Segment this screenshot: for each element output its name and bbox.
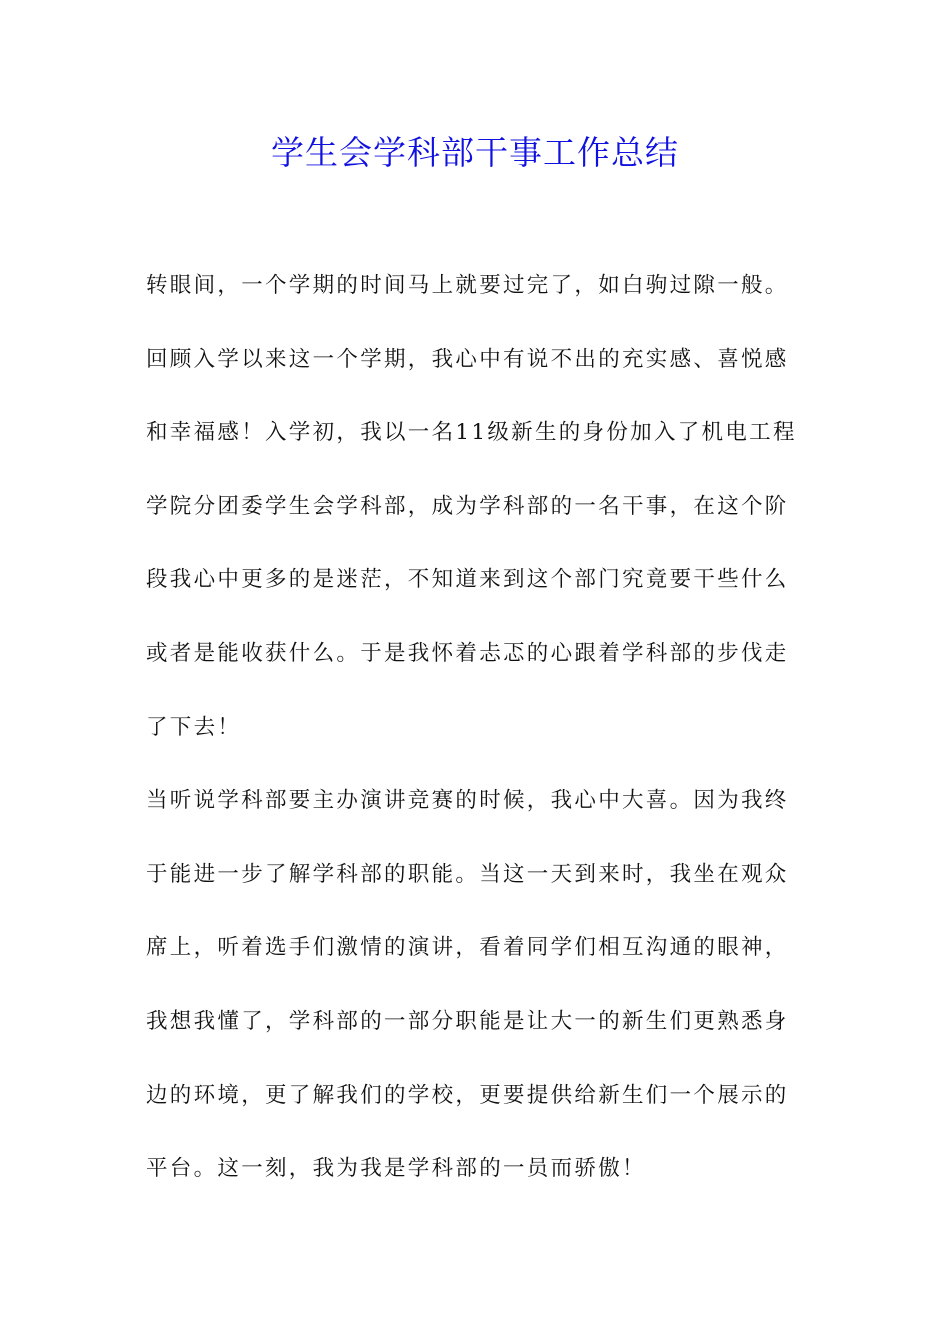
body-line: 或者是能收获什么。于是我怀着忐忑的心跟着学科部的步伐走: [146, 640, 789, 666]
body-line: 了下去！: [146, 714, 242, 740]
document-body: [146, 264, 808, 1221]
body-line: 转眼间，一个学期的时间马上就要过完了，如白驹过隙一般。: [146, 273, 789, 298]
body-line: 边的环境，更了解我们的学校，更要提供给新生们一个展示的: [146, 1082, 789, 1108]
body-line: 我想我懂了，学科部的一部分职能是让大一的新生们更熟悉身: [146, 1008, 789, 1034]
body-line: 席上，听着选手们激情的演讲，看着同学们相互沟通的眼神，: [146, 935, 789, 961]
body-line: 学院分团委学生会学科部，成为学科部的一名干事，在这个阶: [146, 493, 789, 519]
body-line: 于能进一步了解学科部的职能。当这一天到来时，我坐在观众: [146, 861, 789, 887]
document-title: 学生会学科部干事工作总结: [271, 133, 679, 172]
body-line: 段我心中更多的是迷茫，不知道来到这个部门究竟要干些什么: [146, 567, 789, 593]
body-line: 和幸福感！入学初，我以一名11级新生的身份加入了机电工程: [146, 420, 797, 446]
body-line: 回顾入学以来这一个学期，我心中有说不出的充实感、喜悦感: [146, 346, 789, 372]
body-line: 当听说学科部要主办演讲竞赛的时候，我心中大喜。因为我终: [146, 788, 789, 814]
body-line: 平台。这一刻，我为我是学科部的一员而骄傲！: [146, 1156, 646, 1182]
